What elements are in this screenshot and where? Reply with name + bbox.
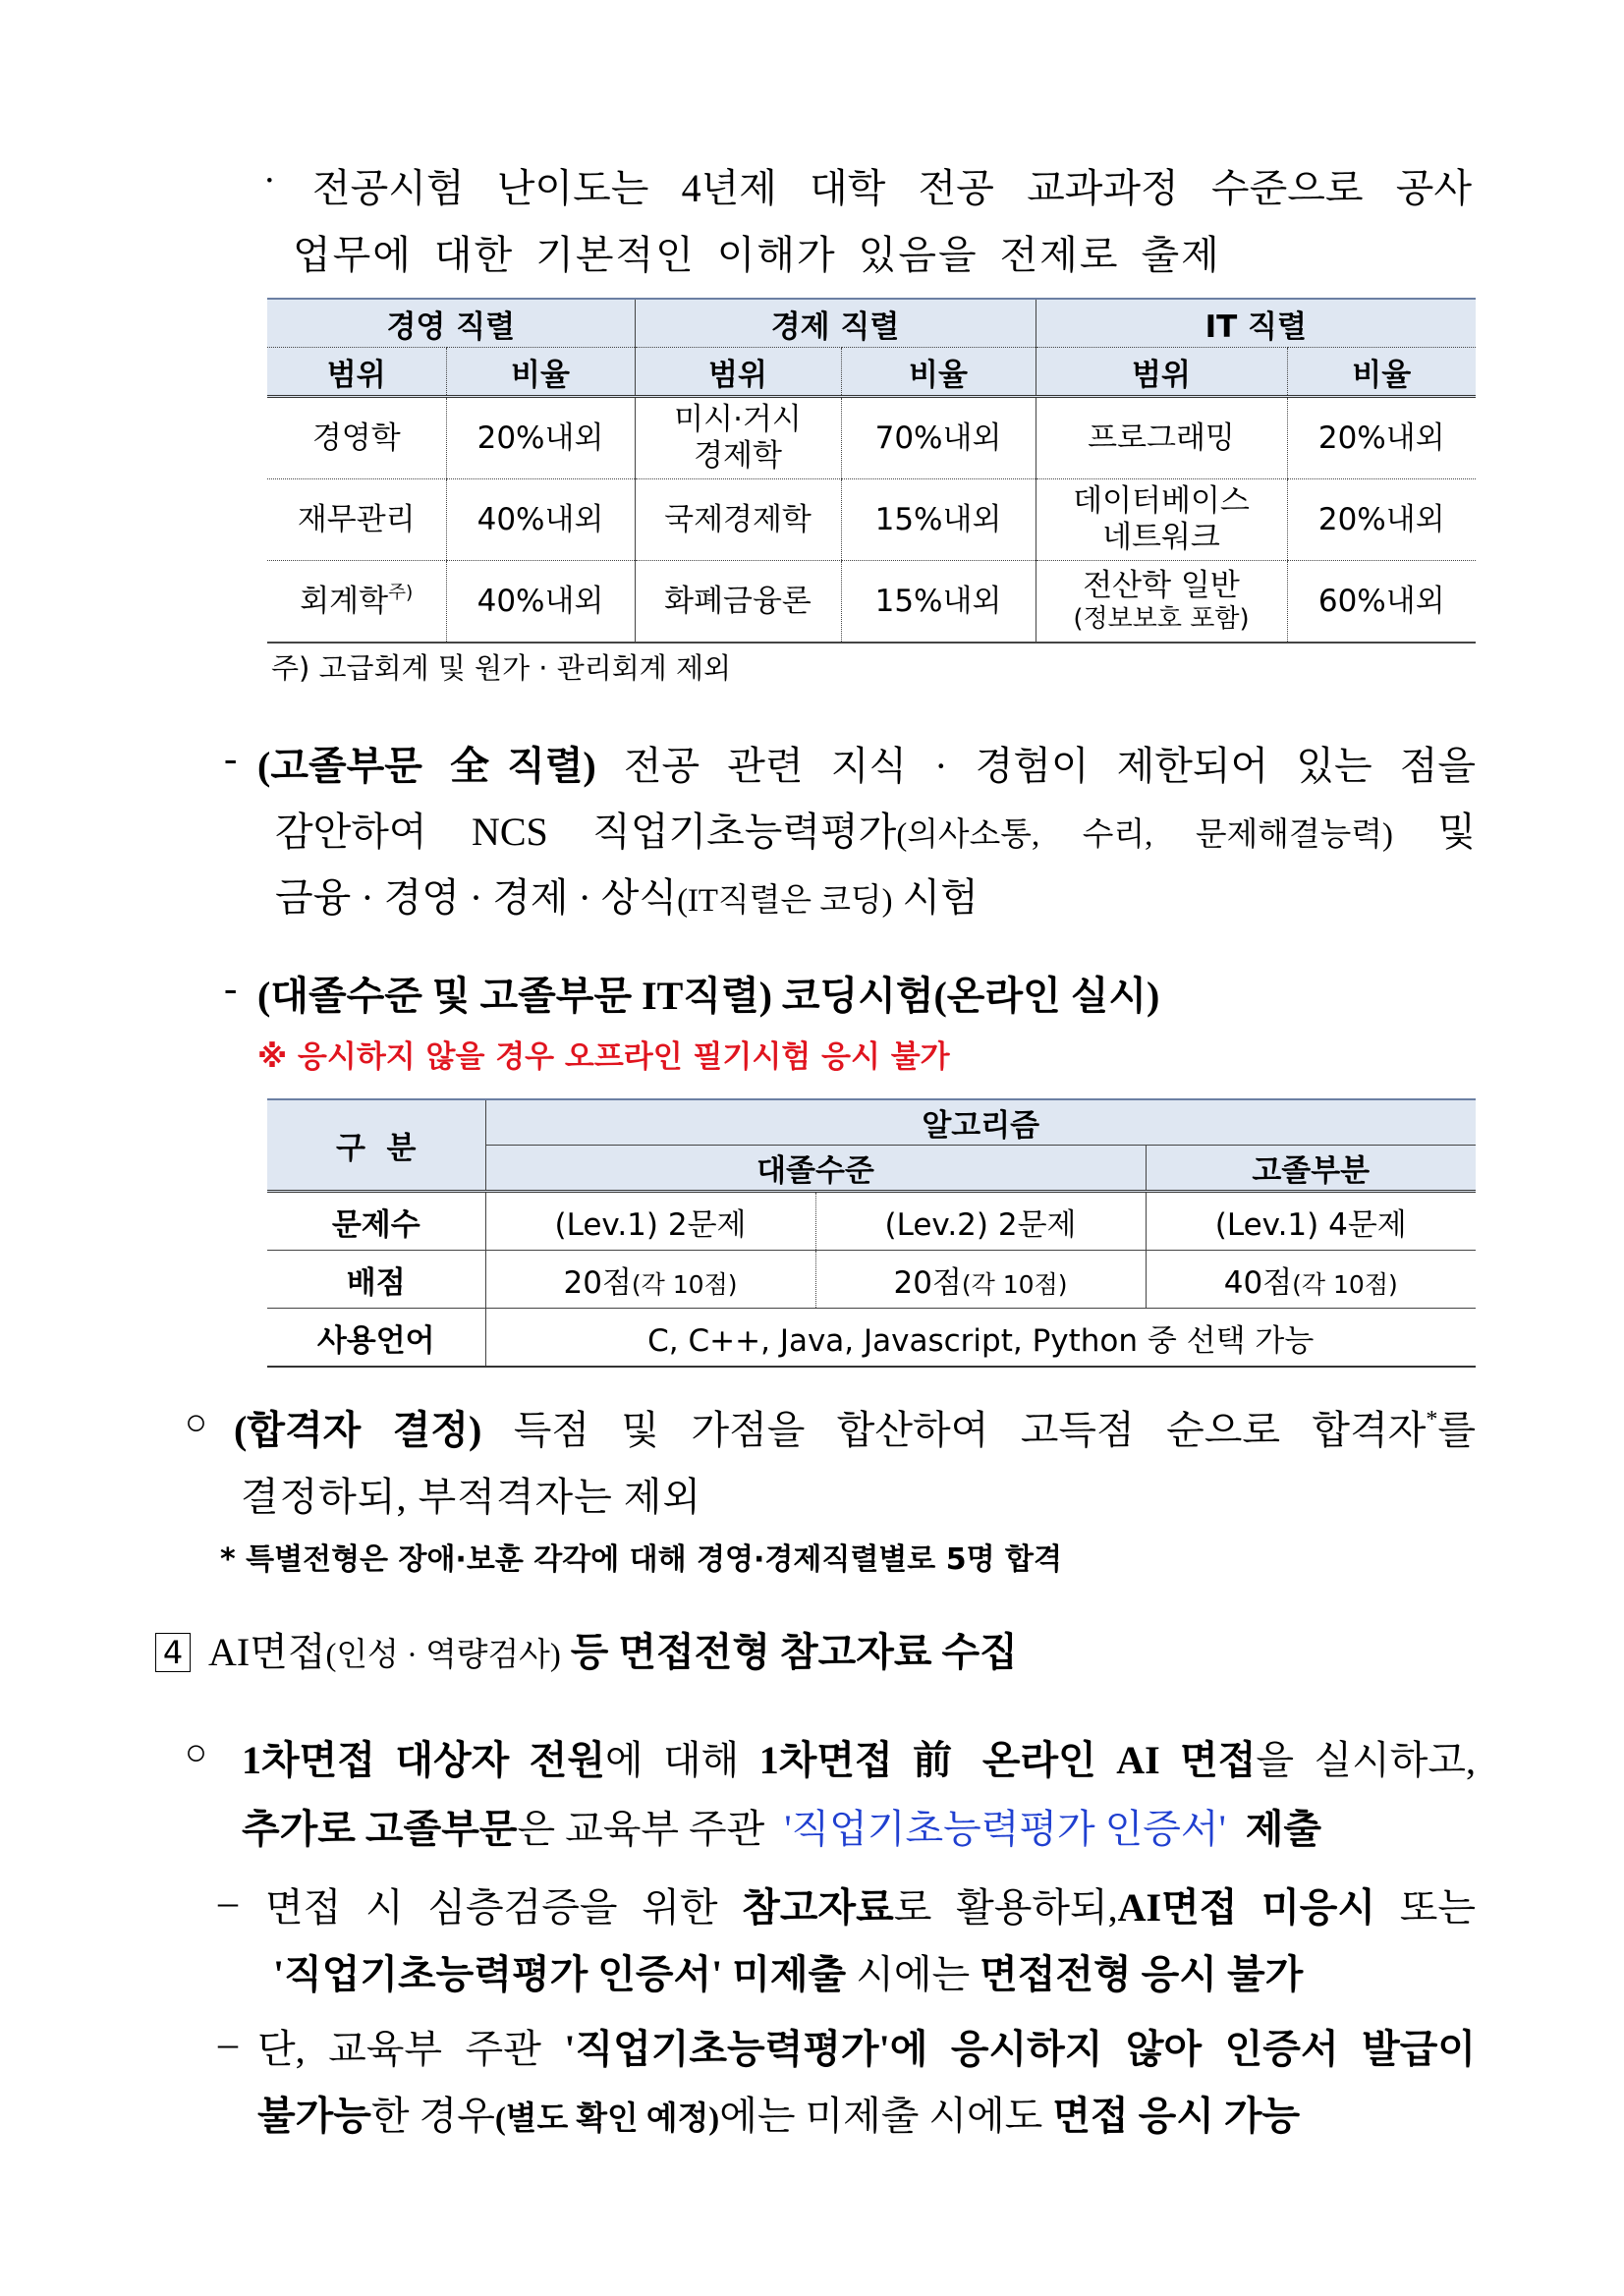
pass-title: (합격자 결정) xyxy=(234,1408,482,1452)
eco-range-cell: 화폐금융론 xyxy=(635,561,841,644)
intro-line-1: 전공시험 난이도는 4년제 대학 전공 교과과정 수준으로 공사 xyxy=(312,166,1472,210)
header-range: 범위 xyxy=(267,348,446,397)
header-range: 범위 xyxy=(635,348,841,397)
hs-line-1: (고졸부문 全직렬) 전공 관련 지식 · 경험이 제한되어 있는 점을 xyxy=(257,744,1477,788)
biz-ratio-cell: 40%내외 xyxy=(446,479,635,561)
biz-range-cell: 재무관리 xyxy=(267,479,446,561)
table-footnote: 주) 고급회계 및 원가 · 관리회계 제외 xyxy=(271,651,732,685)
biz-range-cell: 회계학$^{주)}$ xyxy=(267,561,446,644)
row-label: 배점 xyxy=(267,1251,485,1309)
dash-marker: – xyxy=(218,1879,238,1924)
exam-range-table xyxy=(267,298,1476,644)
eco-ratio-cell: 70%내외 xyxy=(841,397,1036,479)
pass-note: * 특별전형은 장애·보훈 각각에 대해 경영·경제직렬별로 5명 합격 xyxy=(220,1542,1062,1577)
pass-line-1: (합격자 결정) 득점 및 가점을 합산하여 고득점 순으로 합격자*를 xyxy=(234,1407,1476,1452)
dash-marker: - xyxy=(224,736,238,780)
algorithm-header: 알고리즘 xyxy=(485,1099,1476,1146)
circle-bullet: ○ xyxy=(185,1732,207,1773)
cell: 40점(각 10점) xyxy=(1146,1251,1476,1309)
table-row xyxy=(267,1251,1476,1309)
header-ratio: 비율 xyxy=(1287,348,1476,397)
header-ratio: 비율 xyxy=(446,348,635,397)
header-range: 범위 xyxy=(1036,348,1287,397)
college-header: 대졸수준 xyxy=(485,1146,1146,1192)
eco-range-cell: 국제경제학 xyxy=(635,479,841,561)
section-number-box: 4 xyxy=(155,1633,191,1672)
it-range-cell: 전산학 일반 (정보보호 포함) xyxy=(1036,561,1287,644)
intro-bullet: · xyxy=(263,160,276,201)
ai-p2-line-2: '직업기초능력평가 인증서' 미제출 시에는 면접전형 응시 불가 xyxy=(273,1952,1304,1996)
table-row xyxy=(267,1192,1476,1251)
header-it-track: IT 직렬 xyxy=(1036,299,1476,348)
it-range-cell: 데이터베이스 네트워크 xyxy=(1036,479,1287,561)
it-ratio-cell: 20%내외 xyxy=(1287,397,1476,479)
eco-ratio-cell: 15%내외 xyxy=(841,561,1036,644)
ai-section-heading: 4 AI면접(인성 · 역량검사) 등 면접전형 참고자료 수집 xyxy=(155,1621,1018,1677)
table-row xyxy=(267,1309,1476,1368)
row-label: 문제수 xyxy=(267,1192,485,1251)
it-range-cell: 프로그래밍 xyxy=(1036,397,1287,479)
circle-bullet: ○ xyxy=(185,1402,207,1443)
ai-p1-line-1: 1차면접 대상자 전원에 대해 1차면접 前 온라인 AI 면접을 실시하고, xyxy=(242,1738,1477,1782)
ai-p2-line-1: 면접 시 심층검증을 위한 참고자료로 활용하되,AI면접 미응시 또는 xyxy=(265,1885,1477,1930)
dash-marker: – xyxy=(218,2021,238,2065)
table-row xyxy=(267,479,1476,561)
cell: (Lev.1) 4문제 xyxy=(1146,1192,1476,1251)
table-row xyxy=(267,561,1476,644)
header-eco-track: 경제 직렬 xyxy=(635,299,1036,348)
coding-test-table xyxy=(267,1098,1476,1368)
eco-ratio-cell: 15%내외 xyxy=(841,479,1036,561)
biz-range-cell: 경영학 xyxy=(267,397,446,479)
coding-warning: ※ 응시하지 않을 경우 오프라인 필기시험 응시 불가 xyxy=(257,1039,950,1075)
ai-p1-line-2: 추가로 고졸부문은 교육부 주관 '직업기초능력평가 인증서' 제출 xyxy=(242,1807,1322,1851)
cell: (Lev.2) 2문제 xyxy=(815,1192,1146,1251)
certificate-highlight: '직업기초능력평가 인증서' xyxy=(784,1807,1226,1851)
intro-line-2: 업무에 대한 기본적인 이해가 있음을 전제로 출제 xyxy=(293,233,1221,277)
biz-ratio-cell: 20%내외 xyxy=(446,397,635,479)
highschool-header: 고졸부분 xyxy=(1146,1146,1476,1192)
cell: 20점(각 10점) xyxy=(485,1251,815,1309)
table-row xyxy=(267,397,1476,479)
hs-line-2: 감안하여 NCS 직업기초능력평가(의사소통, 수리, 문제해결능력) 및 xyxy=(275,810,1476,854)
hs-line-3: 금융 · 경영 · 경제 · 상식(IT직렬은 코딩) 시험 xyxy=(275,875,979,920)
ai-p3-line-1: 단, 교육부 주관 '직업기초능력평가'에 응시하지 않아 인증서 발급이 xyxy=(257,2027,1477,2071)
cell: (Lev.1) 2문제 xyxy=(485,1192,815,1251)
coding-title: (대졸수준 및 고졸부문 IT직렬) 코딩시험(온라인 실시) xyxy=(257,974,1160,1018)
hs-title: (고졸부문 全직렬) xyxy=(257,744,596,788)
it-ratio-cell: 60%내외 xyxy=(1287,561,1476,644)
header-ratio: 비율 xyxy=(841,348,1036,397)
footnote-marker: 주) xyxy=(388,583,414,604)
language-cell: C, C++, Java, Javascript, Python 중 선택 가능 xyxy=(485,1309,1476,1368)
header-biz-track: 경영 직렬 xyxy=(267,299,635,348)
biz-ratio-cell: 40%내외 xyxy=(446,561,635,644)
eco-range-cell: 미시·거시 경제학 xyxy=(635,397,841,479)
row-label: 사용언어 xyxy=(267,1309,485,1368)
it-ratio-cell: 20%내외 xyxy=(1287,479,1476,561)
pass-line-2: 결정하되, 부적격자는 제외 xyxy=(241,1475,702,1519)
cell: 20점(각 10점) xyxy=(815,1251,1146,1309)
ai-p3-line-2: 불가능한 경우(별도 확인 예정)에는 미제출 시에도 면접 응시 가능 xyxy=(257,2094,1301,2138)
corner-header: 구 분 xyxy=(267,1099,485,1192)
dash-marker: - xyxy=(224,966,238,1010)
